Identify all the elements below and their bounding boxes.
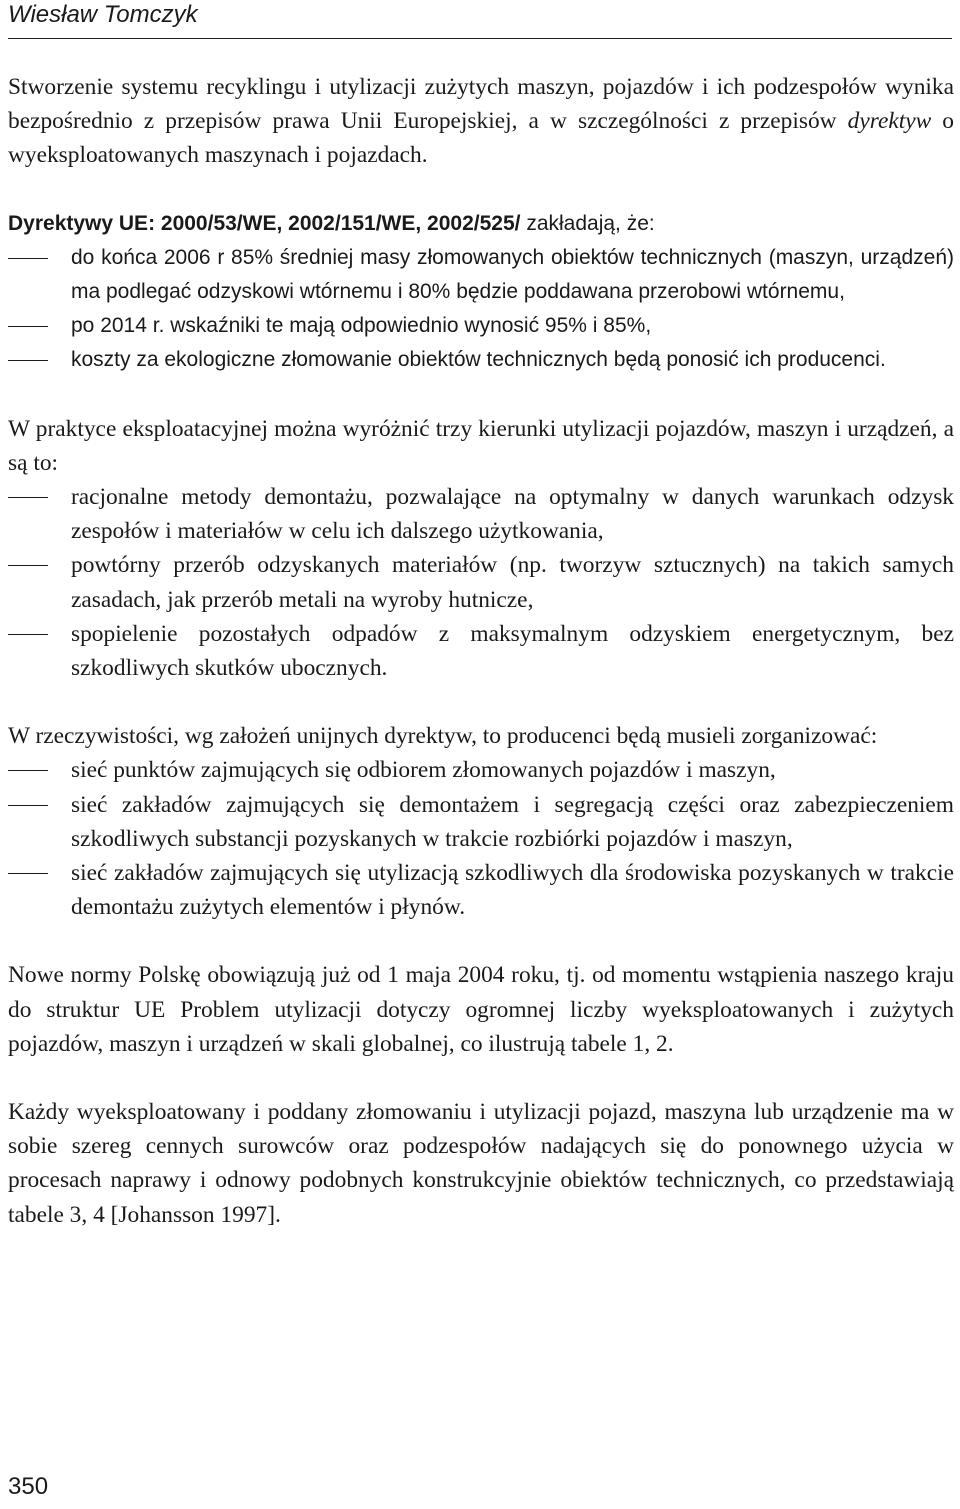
running-header [8, 0, 952, 39]
reality-intro: W rzeczywistości, wg założeń unijnych dyrektyw, to producenci będą musieli zorganizować: [8, 723, 878, 750]
list-item-text: sieć zakładów zajmujących się demontażem i segregacją części oraz zabezpieczeniem szkodliwych substancji pozyskanych w trakcie rozbiórki pojazdów i maszyn, [71, 791, 954, 852]
directives-bold-title: Dyrektywy UE: 2000/53/WE, 2002/151/WE, 2002/525/ [8, 211, 521, 235]
directives-list [8, 241, 954, 378]
dash-bullet [8, 326, 48, 327]
directives-intro [8, 207, 954, 241]
directives-section [8, 207, 954, 378]
directives-intro-rest: zakładają, że: [520, 211, 655, 235]
intro-italic-term: dyrektyw [847, 108, 932, 135]
intro-text-end: o wyeksploatowanych maszynach i pojazdach. [8, 108, 954, 169]
header-author: Wiesław Tomczyk [8, 1, 198, 28]
list-item-text: racjonalne metody demontażu, pozwalające na optymalny w danych warunkach odzysk zespołów i materiałów w celu ich dalszego użytkowania, [71, 484, 954, 545]
list-item [8, 548, 954, 616]
materials-paragraph: Każdy wyeksploatowany i poddany złomowaniu i utylizacji pojazd, maszyna lub urządzenie ma w sobie szereg cennych surowców oraz podzespołów nadających się do ponownego użycia w procesach naprawy i odnowy podobnych konstrukcyjnie obiektów technicznych, co przedstawiają tabele 3, 4 [Johansson 1997]. [8, 1099, 954, 1228]
list-item [8, 309, 954, 343]
list-item-text: do końca 2006 r 85% średniej masy złomowanych obiektów technicznych (maszyn, urządzeń) ma podlegać odzyskowi wtórnemu i 80% będzie poddawana przerobowi wtórnemu, [71, 245, 954, 304]
page-number: 350 [8, 1473, 49, 1500]
dash-bullet [8, 805, 48, 806]
list-item-text: sieć punktów zajmujących się odbiorem złomowanych pojazdów i maszyn, [71, 757, 776, 784]
list-item [8, 788, 954, 856]
dash-bullet [8, 873, 48, 874]
list-item [8, 856, 954, 924]
dash-bullet [8, 360, 48, 361]
dash-bullet [8, 634, 48, 635]
list-item [8, 480, 954, 548]
list-item-text: koszty za ekologiczne złomowanie obiektów technicznych będą ponosić ich producenci. [71, 348, 886, 372]
list-item-text: po 2014 r. wskaźniki te mają odpowiednio wynosić 95% i 85%, [71, 314, 652, 338]
reality-list [8, 753, 954, 924]
dash-bullet [8, 497, 48, 498]
list-item-text: powtórny przerób odzyskanych materiałów (np. tworzyw sztucznych) na takich samych zasadach, jak przerób metali na wyroby hutnicze, [71, 552, 954, 613]
practice-list [8, 480, 954, 685]
norms-paragraph: Nowe normy Polskę obowiązują już od 1 maja 2004 roku, tj. od momentu wstąpienia naszego kraju do struktur UE Problem utylizacji dotyczy ogromnej liczby wyeksploatowanych i zużytych pojazdów, maszyn i urządzeń w skali globalnej, co ilustrują tabele 1, 2. [8, 962, 954, 1057]
list-item [8, 343, 954, 377]
dash-bullet [8, 770, 48, 771]
dash-bullet [8, 258, 48, 259]
practice-intro: W praktyce eksploatacyjnej można wyróżnić trzy kierunki utylizacji pojazdów, maszyn i urządzeń, a są to: [8, 415, 954, 476]
list-item [8, 753, 954, 787]
intro-paragraph [8, 70, 954, 173]
dash-bullet [8, 565, 48, 566]
list-item-text: sieć zakładów zajmujących się utylizacją szkodliwych dla środowiska pozyskanych w trakcie demontażu zużytych elementów i płynów. [71, 860, 954, 921]
list-item-text: spopielenie pozostałych odpadów z maksymalnym odzyskiem energetycznym, bez szkodliwych skutków ubocznych. [71, 620, 954, 682]
intro-text-start: Stworzenie systemu recyklingu i utylizacji zużytych maszyn, pojazdów i ich podzespołów wynika bezpośrednio z przepisów prawa Unii Europejskiej, a w szczególności z przepisów [8, 74, 954, 135]
list-item [8, 241, 954, 309]
list-item [8, 617, 954, 685]
page-body [8, 70, 954, 1232]
